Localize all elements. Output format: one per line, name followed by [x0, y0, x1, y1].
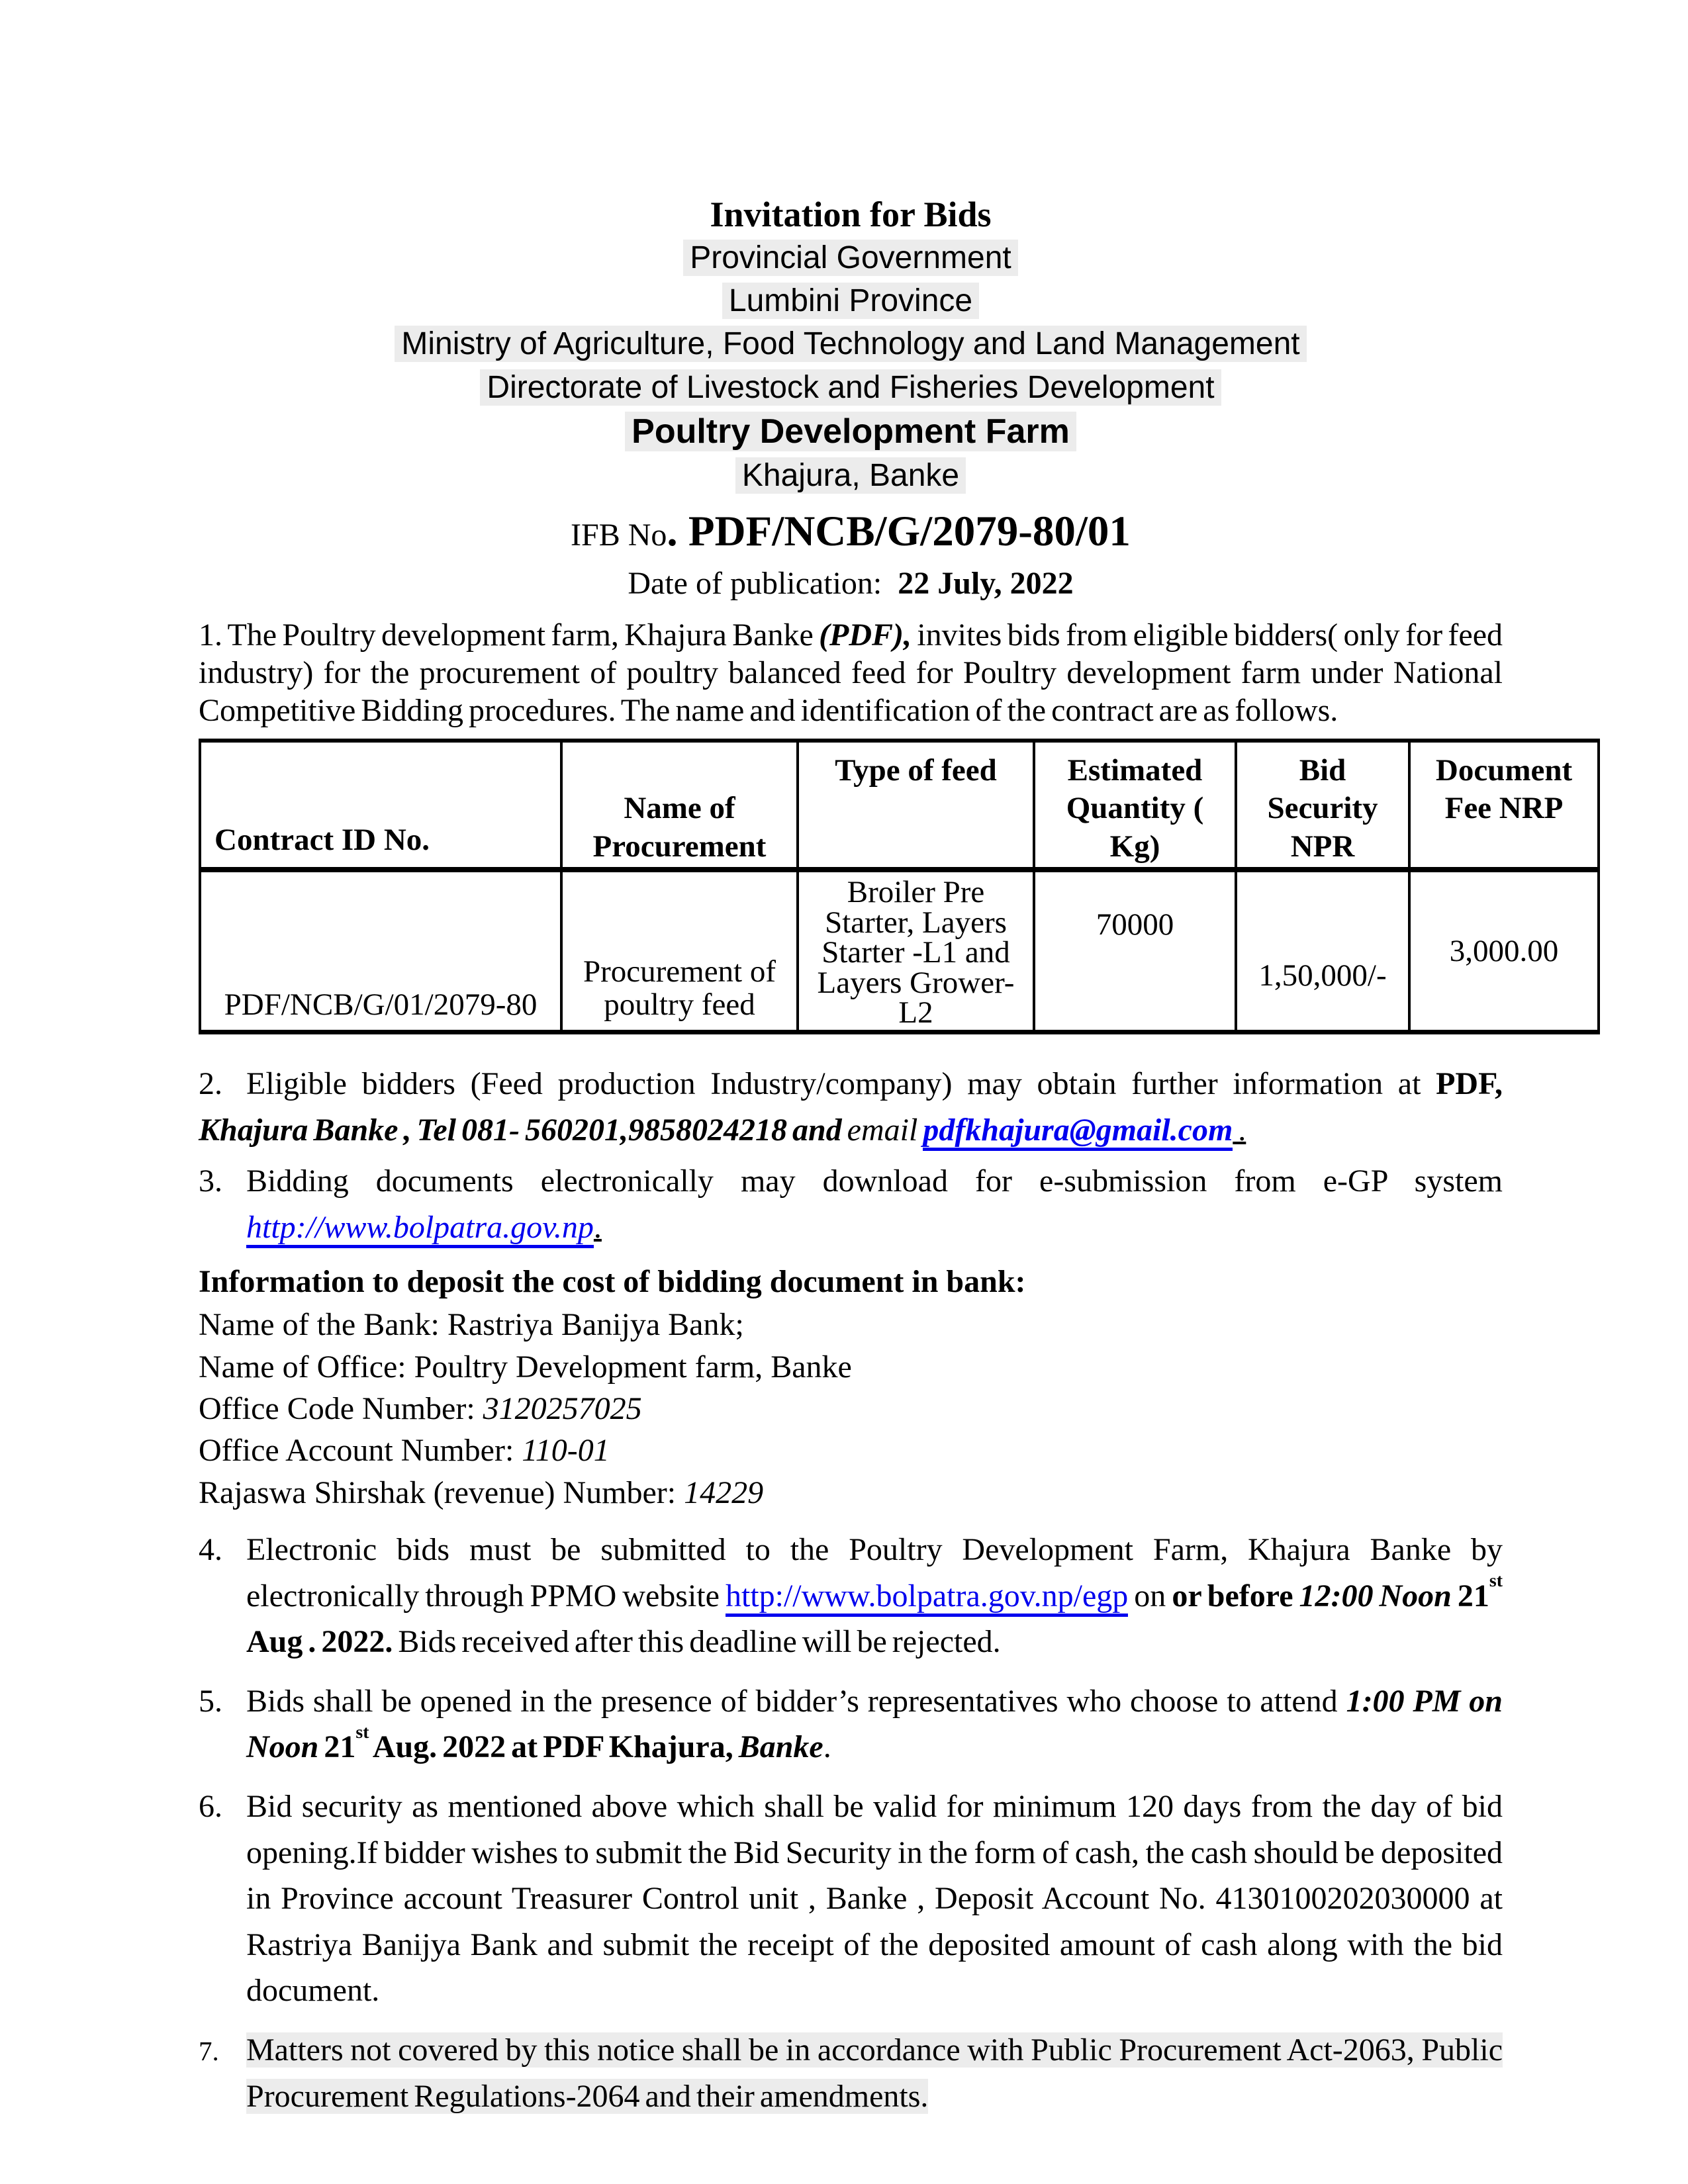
item-2-contact-bold-italic: Khajura Banke , Tel 081- 560201,9858024218 and [199, 1112, 847, 1148]
item-4-date-rest: Aug . 2022. [246, 1624, 393, 1660]
item-7-paragraph [199, 2027, 1503, 2119]
table-row [200, 870, 1599, 1032]
item-4-deadline-time: 12:00 Noon [1299, 1578, 1458, 1614]
intro-text-before: The Poultry development farm, Khajura Banke [222, 617, 820, 653]
revenue-number-label: Rajaswa Shirshak (revenue) Number: [199, 1475, 684, 1510]
item-2-end-punctuation: . [1233, 1112, 1246, 1148]
ministry-line-text: Ministry of Agriculture, Food Technology and Land Management [395, 326, 1306, 362]
col-header-bid-security: Bid Security NPR [1236, 741, 1409, 870]
item-5-date-rest: Aug. 2022 at PDF Khajura, [369, 1729, 739, 1765]
item-4-text-1: Electronic bids must be submitted to the Poultry Development Farm, Khajura Banke by electronically through PPMO website [246, 1531, 1503, 1614]
item-5-day-number: 21 [324, 1729, 356, 1765]
office-code-value: 3120257025 [483, 1390, 642, 1426]
table-header-row [200, 741, 1599, 870]
bank-office-line: Name of Office: Poultry Development farm, Banke [199, 1349, 852, 1385]
bolpatra-egp-link[interactable]: http://www.bolpatra.gov.np/egp [726, 1578, 1128, 1617]
item-5-opening-date [324, 1721, 739, 1765]
ifb-label: IFB No [571, 517, 667, 553]
office-name-text: Poultry Development Farm [625, 412, 1076, 451]
item-7-number: 7. [199, 2035, 219, 2066]
office-name-line [199, 409, 1503, 455]
item-4-day-number: 21 [1457, 1578, 1489, 1614]
item-4-paragraph [199, 1527, 1503, 1665]
ifb-number-line [199, 500, 1503, 563]
cell-estimated-quantity: 70000 [1034, 870, 1236, 1032]
item-6-number: 6. [199, 1788, 222, 1824]
item-4-day-suffix: st [1489, 1570, 1503, 1592]
item-5-opening-time: 1:00 PM on Noon [246, 1683, 1503, 1765]
office-account-value: 110-01 [522, 1433, 610, 1469]
bank-info-heading: Information to deposit the cost of bidding document in bank: [199, 1264, 1026, 1300]
government-line [199, 236, 1503, 279]
publication-label: Date of publication: [628, 566, 890, 601]
publication-date: 22 July, 2022 [890, 566, 1074, 601]
intro-paragraph [199, 616, 1503, 729]
office-code-line [199, 1388, 1503, 1430]
office-location-line [199, 454, 1503, 497]
cell-procurement-name: Procurement of poultry feed [561, 870, 798, 1032]
document-title: Invitation for Bids [710, 195, 992, 234]
item-2-paragraph [199, 1061, 1503, 1153]
office-account-line [199, 1430, 1503, 1471]
item-6-paragraph [199, 1784, 1503, 2014]
directorate-line-text: Directorate of Livestock and Fisheries Development [480, 369, 1221, 406]
cell-bid-security: 1,50,000/- [1236, 870, 1409, 1032]
item-4-number: 4. [199, 1531, 222, 1567]
item-5-paragraph [199, 1678, 1503, 1770]
item-3-end-punctuation: . [593, 1209, 602, 1245]
item-4-text-2: on [1128, 1578, 1172, 1614]
col-header-estimated-quantity: Estimated Quantity ( Kg) [1034, 741, 1236, 870]
item-5-number: 5. [199, 1683, 222, 1719]
office-account-label: Office Account Number: [199, 1433, 522, 1469]
item-5-day-suffix: st [355, 1721, 369, 1743]
bank-name-line: Name of the Bank: Rastriya Banijya Bank; [199, 1307, 744, 1343]
item-2-number: 2. [199, 1066, 222, 1101]
province-line-text: Lumbini Province [722, 283, 979, 319]
revenue-number-line [199, 1472, 1503, 1514]
cell-feed-type: Broiler Pre Starter, Layers Starter -L1 and Layers Grower-L2 [798, 870, 1034, 1032]
col-header-document-fee: Document Fee NRP [1409, 741, 1599, 870]
office-code-label: Office Code Number: [199, 1390, 483, 1426]
ifb-number: . PDF/NCB/G/2079-80/01 [667, 507, 1131, 555]
pdf-abbreviation: (PDF), [819, 617, 912, 653]
item-2-text: Eligible bidders (Feed production Industry/company) may obtain further information at [246, 1066, 1436, 1101]
intro-text-after: invites bids from eligible bidders( only for feed industry) for the procurement of poultry balanced feed for Poultry development farm under National Competitive Bidding procedures. The name and identification of the contract are as follows. [199, 617, 1503, 729]
item-4-or-before-bold: or before [1172, 1578, 1299, 1614]
item-3-text: Bidding documents electronically may download for e-submission from e-GP system [246, 1163, 1503, 1199]
contracts-table [199, 739, 1600, 1034]
item-5-text-1: Bids shall be opened in the presence of bidder’s representatives who choose to attend [246, 1683, 1346, 1719]
item-3-number: 3. [199, 1163, 222, 1199]
item-4-text-3: Bids received after this deadline will be rejected. [393, 1624, 1001, 1660]
item-2-pdf-bold: PDF, [1436, 1066, 1503, 1101]
col-header-procurement-name: Name of Procurement [561, 741, 798, 870]
bolpatra-link[interactable]: http://www.bolpatra.gov.np [246, 1210, 594, 1248]
cell-document-fee: 3,000.00 [1409, 870, 1599, 1032]
item-6-text: Bid security as mentioned above which shall be valid for minimum 120 days from the day of bid opening.If bidder wishes to submit the Bid Security in the form of cash, the cash should be deposited in Province account Treasurer Control unit , Banke , Deposit Account No. 4130100202030000 at Rastriya Banijya Bank and submit the receipt of the deposited amount of cash along with the bid document. [246, 1788, 1503, 2009]
office-location-text: Khajura, Banke [735, 457, 966, 494]
province-line [199, 279, 1503, 322]
directorate-line [199, 366, 1503, 409]
item-5-end-punctuation: . [823, 1729, 831, 1765]
item-5-banke-bold-italic: Banke [738, 1729, 823, 1765]
item-2-email-word: email [847, 1112, 923, 1148]
government-line-text: Provincial Government [683, 240, 1018, 276]
item-3-paragraph [199, 1158, 1503, 1250]
email-link[interactable]: pdfkhajura@gmail.com [923, 1113, 1233, 1151]
col-header-feed-type: Type of feed [798, 741, 1034, 870]
publication-date-line [199, 563, 1503, 606]
col-header-contract-id: Contract ID No. [200, 741, 561, 870]
cell-contract-id: PDF/NCB/G/01/2079-80 [200, 870, 561, 1032]
revenue-number-value: 14229 [684, 1475, 764, 1510]
ministry-line [199, 322, 1503, 365]
intro-number: 1. [199, 617, 222, 653]
item-7-text: Matters not covered by this notice shall be in accordance with Public Procurement Act-2063, Public Procurement Regulations-2064 and their amendments. [246, 2032, 1503, 2114]
